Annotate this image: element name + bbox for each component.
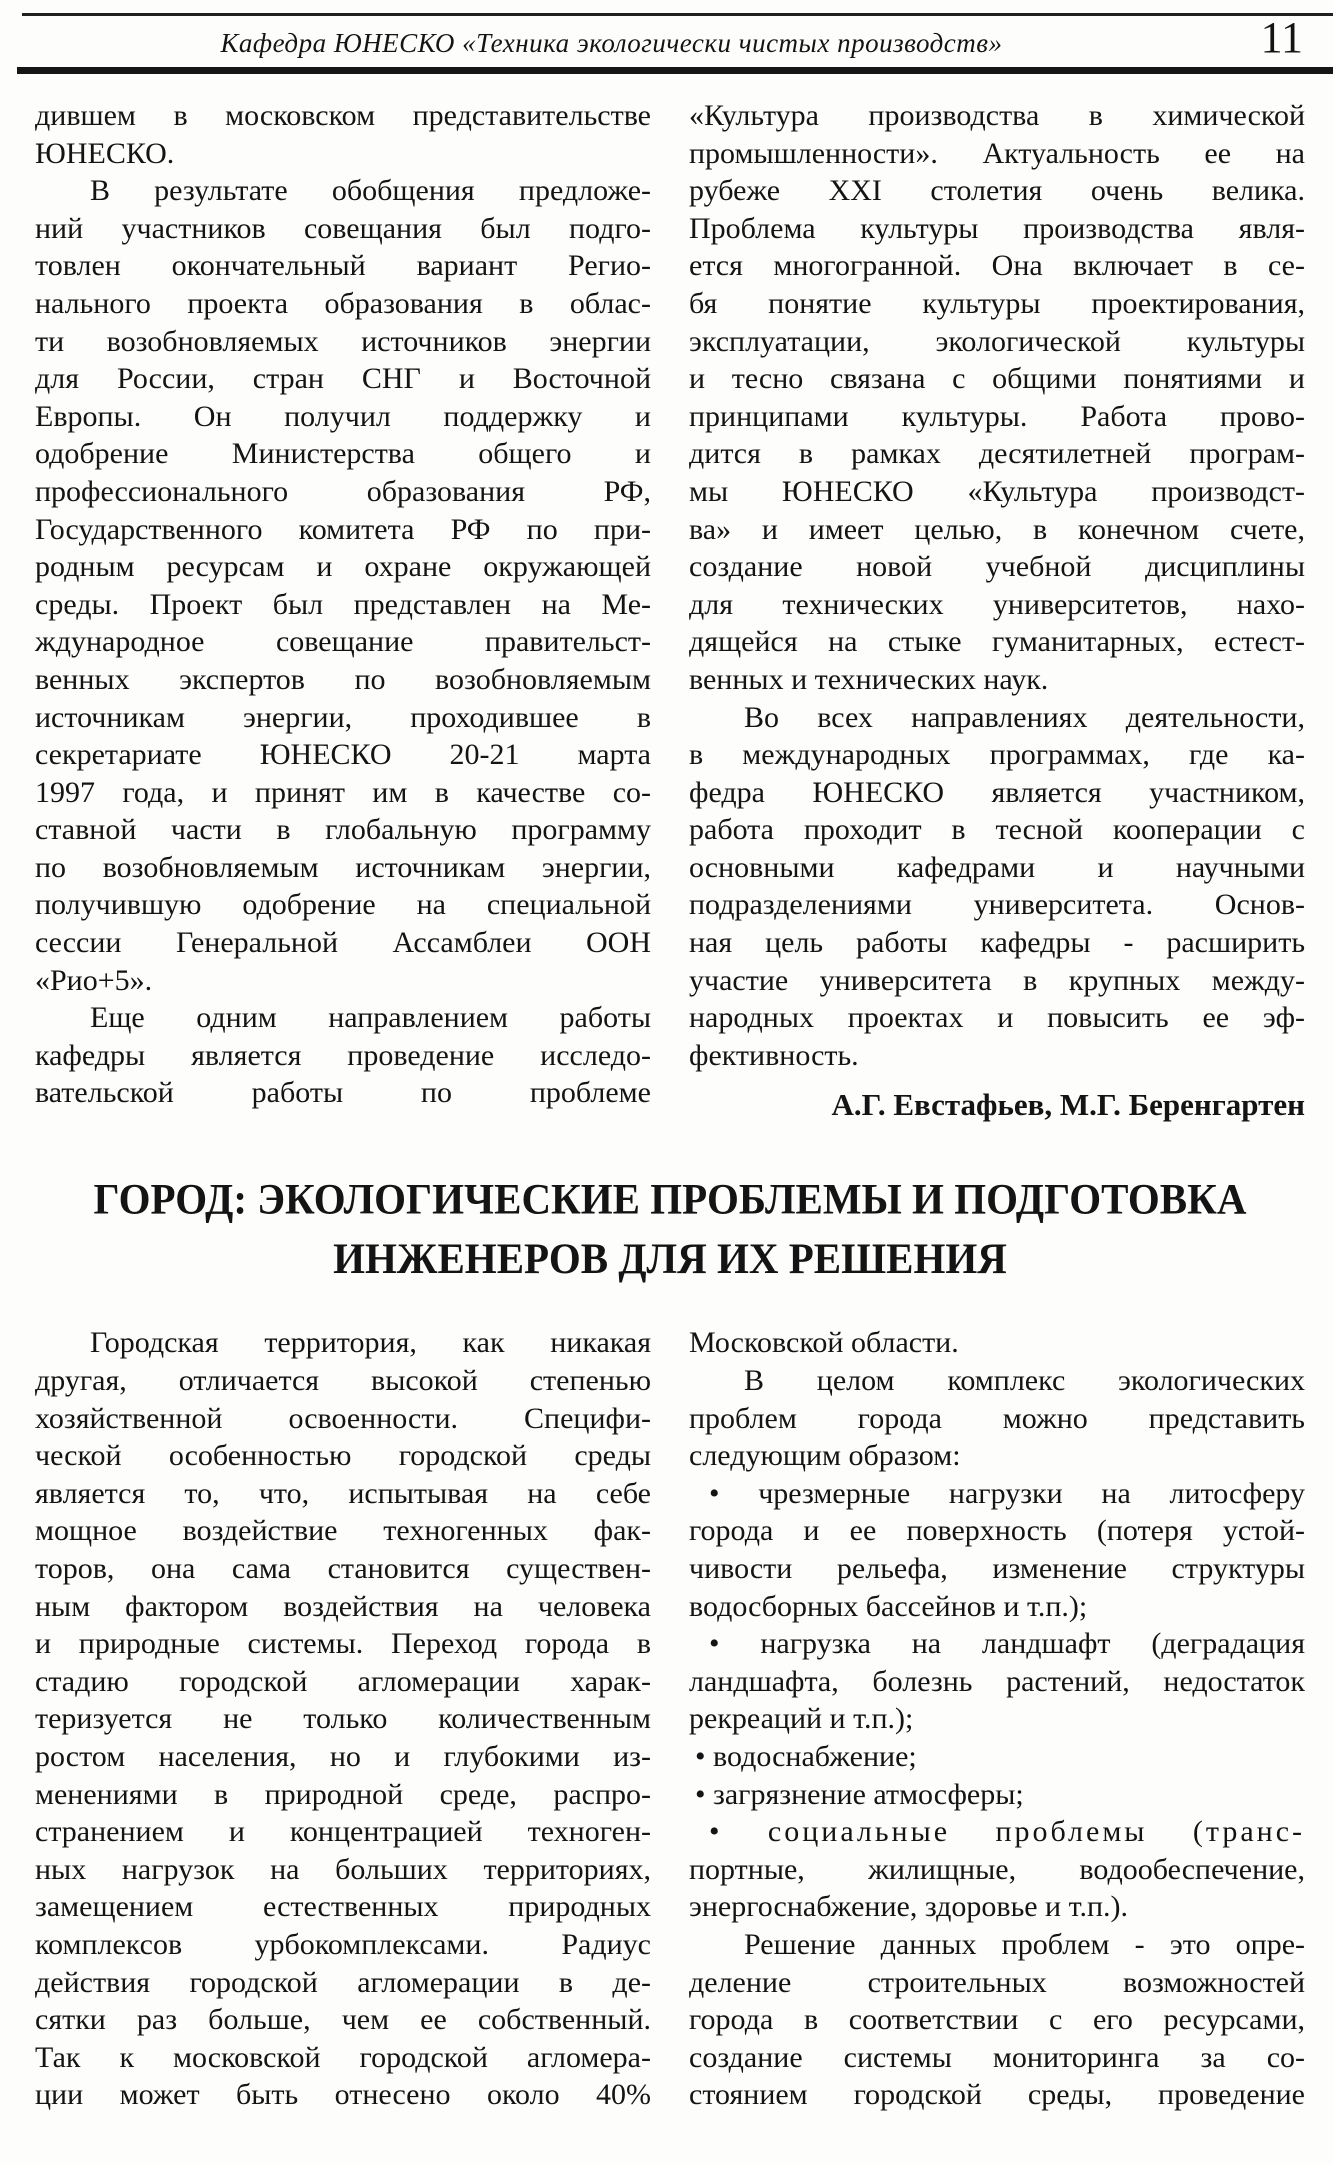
text-line: стоянием городской среды, проведение: [689, 2078, 1305, 2112]
text-line: для технических университетов, нахо-: [689, 587, 1305, 621]
text-line: родным ресурсам и охране окружающей: [35, 550, 651, 584]
text-line: участие университета в крупных между-: [689, 963, 1305, 997]
text-line: • чрезмерные нагрузки на литосферу: [709, 1476, 1305, 1510]
text-line: рубеже XXI столетия очень велика.: [689, 174, 1305, 208]
text-line: вательской работы по проблеме: [35, 1076, 651, 1110]
article2-title-line1: ГОРОД: ЭКОЛОГИЧЕСКИЕ ПРОБЛЕМЫ И ПОДГОТОВКА: [93, 1174, 1247, 1224]
text-line: ставной части в глобальную программу: [35, 813, 651, 847]
text-line: хозяйственной освоенности. Специфи-: [35, 1401, 651, 1435]
text-line: Решение данных проблем - это опре-: [744, 1927, 1305, 1961]
text-line: странением и концентрацией техноген-: [35, 1815, 651, 1849]
text-line: ции может быть отнесено около 40%: [35, 2078, 651, 2112]
text-line: ти возобновляемых источников энергии: [35, 324, 651, 358]
text-line: действия городской агломерации в де-: [35, 1965, 651, 1999]
text-line: является то, что, испытывая на себе: [35, 1476, 651, 1510]
text-line: мощное воздействие техногенных фак-: [35, 1514, 651, 1548]
text-line: ва» и имеет целью, в конечном счете,: [689, 512, 1305, 546]
text-line: промышленности». Актуальность ее на: [689, 136, 1305, 170]
page-number: 11: [1260, 13, 1303, 62]
article2-title: [35, 1170, 1305, 1290]
text-line: ная цель работы кафедры - расширить: [689, 926, 1305, 960]
text-line: товлен окончательный вариант Регио-: [35, 249, 651, 283]
text-line: ным фактором воздействия на человека: [35, 1589, 651, 1623]
text-line: подразделениями университета. Основ-: [689, 888, 1305, 922]
text-line: работа проходит в тесной кооперации с: [689, 813, 1305, 847]
text-line: менениями в природной среде, распро-: [35, 1777, 651, 1811]
text-line: и природные системы. Переход города в: [35, 1627, 651, 1661]
text-line: ландшафта, болезнь растений, недостаток: [689, 1664, 1305, 1698]
text-line: сессии Генеральной Ассамблеи ООН: [35, 926, 651, 960]
text-line: одобрение Министерства общего и: [35, 437, 651, 471]
text-line: Так к московской городской агломера-: [35, 2040, 651, 2074]
text-line: комплексов урбокомплексами. Радиус: [35, 1927, 651, 1961]
text-line: Городская территория, как никакая: [90, 1326, 651, 1360]
text-line: ческой особенностью городской среды: [35, 1439, 651, 1473]
header-divider-rule: [17, 67, 1333, 74]
text-line: теризуется не только количественным: [35, 1702, 651, 1736]
text-line: Государственного комитета РФ по при-: [35, 512, 651, 546]
text-line: • нагрузка на ландшафт (деградация: [709, 1627, 1305, 1661]
text-line: Еще одним направлением работы: [90, 1001, 651, 1035]
text-line: получившую одобрение на специальной: [35, 888, 651, 922]
text-line: рекреаций и т.п.);: [689, 1702, 914, 1736]
article1-left-column: [35, 97, 651, 1124]
text-line: «Рио+5».: [35, 963, 153, 997]
page-top-line: [22, 13, 1333, 16]
running-header: Кафедра ЮНЕСКО «Техника экологически чистых производств»: [220, 28, 1003, 58]
text-line: Проблема культуры производства явля-: [689, 211, 1305, 245]
text-line: • водоснабжение;: [695, 1739, 917, 1773]
text-line: стадию городской агломерации харак-: [35, 1664, 651, 1698]
text-line: торов, она сама становится существен-: [35, 1552, 651, 1585]
text-line: ется многогранной. Она включает в се-: [689, 249, 1305, 283]
text-line: мы ЮНЕСКО «Культура производст-: [689, 474, 1305, 508]
text-line: В целом комплекс экологических: [744, 1364, 1305, 1398]
text-line: портные, жилищные, водообеспечение,: [689, 1852, 1305, 1886]
article1-right-column: [689, 97, 1305, 1124]
text-line: по возобновляемым источникам энергии,: [35, 850, 651, 884]
text-line: и тесно связана с общими понятиями и: [689, 362, 1305, 396]
text-line: Во всех направлениях деятельности,: [744, 700, 1305, 734]
article2-left-column: [35, 1324, 651, 2113]
text-line: венных и технических наук.: [689, 662, 1049, 696]
text-line: дится в рамках десятилетней програм-: [689, 437, 1305, 471]
text-line: ждународное совещание правительст-: [35, 625, 651, 659]
text-line: 1997 года, и принят им в качестве со-: [35, 775, 651, 809]
article2-right-column: [689, 1324, 1305, 2113]
text-line: энергоснабжение, здоровье и т.п.).: [689, 1890, 1129, 1924]
text-line: другая, отличается высокой степенью: [35, 1364, 651, 1398]
text-line: сятки раз больше, чем ее собственный.: [35, 2003, 651, 2037]
text-line: в международных программах, где ка-: [689, 738, 1305, 772]
text-line: Московской области.: [689, 1326, 959, 1360]
text-line: секретариате ЮНЕСКО 20-21 марта: [35, 738, 651, 772]
text-line: города в соответствии с его ресурсами,: [689, 2003, 1305, 2037]
text-line: • загрязнение атмосферы;: [695, 1777, 1024, 1811]
text-line: следующим образом:: [689, 1439, 961, 1473]
text-line: федра ЮНЕСКО является участником,: [689, 775, 1305, 809]
text-line: дящейся на стыке гуманитарных, естест-: [689, 625, 1305, 659]
text-line: эксплуатации, экологической культуры: [689, 324, 1305, 358]
text-line: водосборных бассейнов и т.п.);: [689, 1589, 1088, 1623]
text-line: народных проектах и повысить ее эф-: [689, 1001, 1305, 1035]
article1-body: [35, 97, 1305, 1124]
text-line: профессионального образования РФ,: [35, 474, 651, 508]
text-line: Европы. Он получил поддержку и: [35, 399, 651, 433]
text-line: кафедры является проведение исследо-: [35, 1038, 651, 1072]
text-line: • социальные проблемы (транс-: [709, 1815, 1305, 1849]
text-line: принципами культуры. Работа прово-: [689, 399, 1305, 433]
text-line: замещением естественных природных: [35, 1890, 651, 1924]
text-line: бя понятие культуры проектирования,: [689, 286, 1305, 320]
text-line: среды. Проект был представлен на Ме-: [35, 587, 651, 621]
article2-body: [35, 1324, 1305, 2113]
text-line: нального проекта образования в облас-: [35, 286, 651, 320]
text-line: венных экспертов по возобновляемым: [35, 662, 651, 696]
text-line: «Культура производства в химической: [689, 99, 1305, 132]
text-line: источникам энергии, проходившее в: [35, 700, 651, 734]
text-line: для России, стран СНГ и Восточной: [35, 362, 651, 396]
text-line: создание новой учебной дисциплины: [689, 550, 1305, 584]
text-line: города и ее поверхность (потеря устой-: [689, 1514, 1305, 1548]
article1-authors-byline: А.Г. Евстафьев, М.Г. Беренгартен: [831, 1087, 1305, 1123]
text-line: дившем в московском представительстве: [35, 99, 651, 132]
text-line: В результате обобщения предложе-: [90, 174, 651, 208]
text-line: ростом населения, но и глубокими из-: [35, 1739, 651, 1773]
text-line: деление строительных возможностей: [689, 1965, 1305, 1999]
text-line: создание системы мониторинга за со-: [689, 2040, 1305, 2074]
page-content: [35, 97, 1305, 2114]
text-line: ний участников совещания был подго-: [35, 211, 651, 245]
text-line: проблем города можно представить: [689, 1401, 1305, 1435]
text-line: основными кафедрами и научными: [689, 850, 1305, 884]
text-line: чивости рельефа, изменение структуры: [689, 1552, 1305, 1585]
text-line: фективность.: [689, 1038, 859, 1072]
text-line: ных нагрузок на больших территориях,: [35, 1852, 651, 1886]
article2-title-line2: ИНЖЕНЕРОВ ДЛЯ ИХ РЕШЕНИЯ: [333, 1234, 1007, 1283]
text-line: ЮНЕСКО.: [35, 136, 175, 170]
